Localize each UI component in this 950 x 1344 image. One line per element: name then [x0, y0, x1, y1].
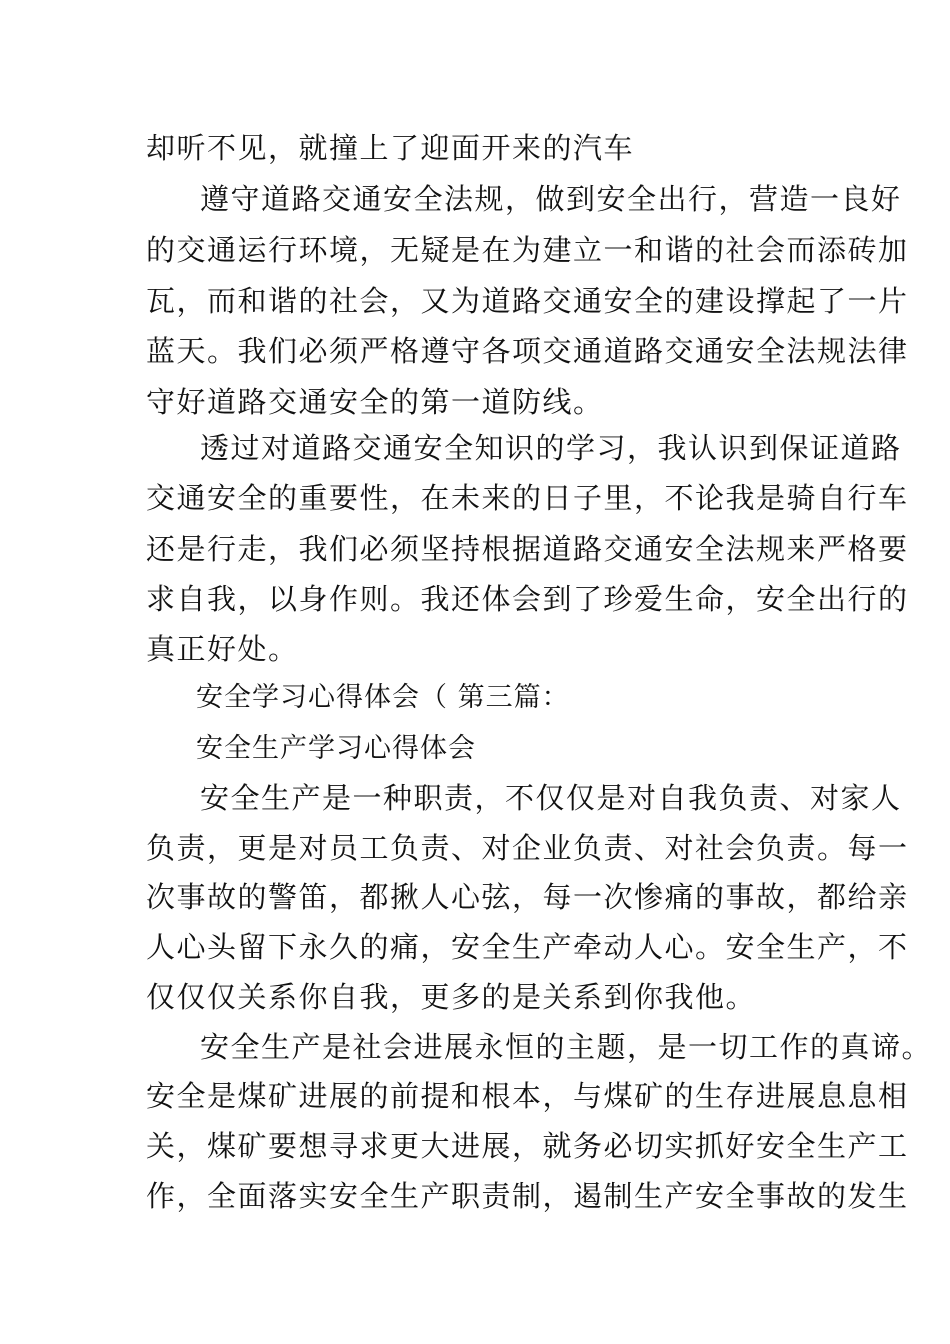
section-heading: 安全学习心得体会（ 第三篇： — [196, 682, 570, 713]
text-line: 关，煤矿要想寻求更大进展，就务必切实抓好安全生产工 — [146, 1129, 909, 1163]
text-line: 透过对道路交通安全知识的学习，我认识到保证道路 — [200, 431, 902, 465]
text-line: 蓝天。我们必须严格遵守各项交通道路交通安全法规法律 — [146, 334, 909, 368]
text-line: 却听不见，就撞上了迎面开来的汽车 — [146, 131, 635, 165]
text-line: 守好道路交通安全的第一道防线。 — [146, 385, 604, 419]
text-line: 安全生产是社会进展永恒的主题，是一切工作的真谛。 — [200, 1030, 933, 1064]
text-line: 瓦，而和谐的社会，又为道路交通安全的建设撑起了一片 — [146, 284, 909, 318]
text-line: 安全是煤矿进展的前提和根本，与煤矿的生存进展息息相 — [146, 1079, 909, 1113]
text-line: 还是行走，我们必须坚持根据道路交通安全法规来严格要 — [146, 532, 909, 566]
section-subheading: 安全生产学习心得体会 — [196, 733, 476, 764]
text-line: 真正好处。 — [146, 632, 299, 666]
text-line: 作，全面落实安全生产职责制，遏制生产安全事故的发生 — [146, 1179, 909, 1213]
text-line: 人心头留下永久的痛，安全生产牵动人心。安全生产，不 — [146, 930, 909, 964]
text-line: 负责，更是对员工负责、对企业负责、对社会负责。每一 — [146, 831, 909, 865]
text-line: 安全生产是一种职责，不仅仅是对自我负责、对家人 — [200, 781, 902, 815]
text-line: 求自我，以身作则。我还体会到了珍爱生命，安全出行的 — [146, 582, 909, 616]
text-line: 仅仅仅关系你自我，更多的是关系到你我他。 — [146, 980, 757, 1014]
text-line: 次事故的警笛，都揪人心弦，每一次惨痛的事故，都给亲 — [146, 880, 909, 914]
text-line: 交通安全的重要性，在未来的日子里，不论我是骑自行车 — [146, 481, 909, 515]
text-line: 遵守道路交通安全法规，做到安全出行，营造一良好 — [200, 182, 902, 216]
text-line: 的交通运行环境，无疑是在为建立一和谐的社会而添砖加 — [146, 233, 909, 267]
